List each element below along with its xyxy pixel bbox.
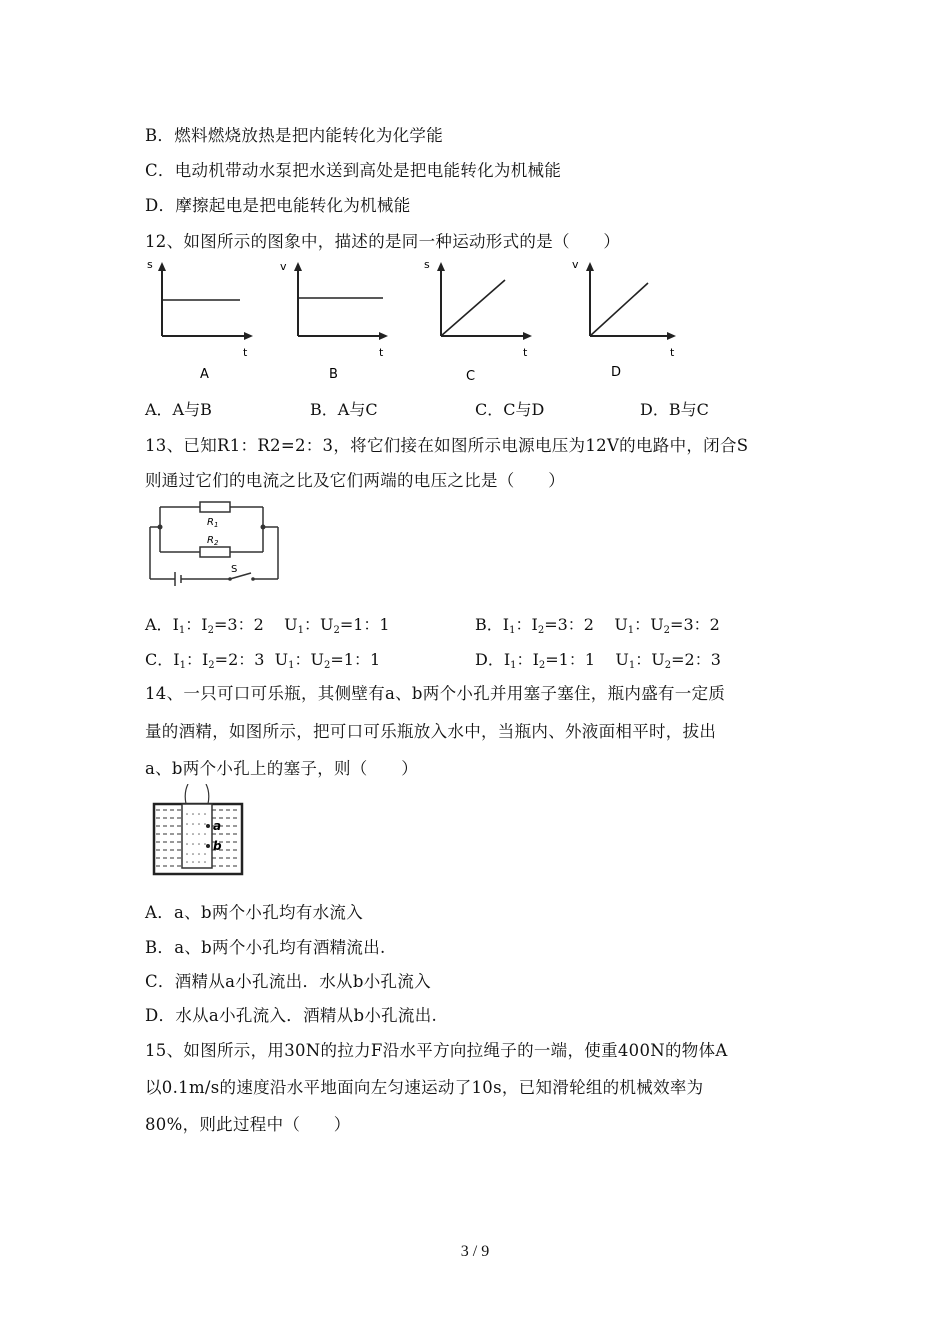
hole-a-label: a	[213, 819, 222, 833]
q14-option-b: B．a、b两个小孔均有酒精流出.	[145, 938, 386, 957]
graph-b-ylabel: v	[280, 260, 287, 273]
q12-stem: 12、如图所示的图象中，描述的是同一种运动形式的是（ ）	[145, 232, 621, 251]
q13-option-d: D．$I_1$：$I_2=1$：1 $U_1$：$U_2=2$：3	[475, 650, 721, 671]
q13-stem-line2: 则通过它们的电流之比及它们两端的电压之比是（ ）	[145, 471, 565, 490]
q13-option-b: B．$I_1$：$I_2=3$：2 $U_1$：$U_2=3$：2	[475, 615, 720, 636]
r2-label: $R_2$	[207, 535, 219, 547]
graph-a-ylabel: s	[147, 258, 153, 271]
graph-d-caption: D	[611, 365, 622, 380]
q14-option-a: A．a、b两个小孔均有水流入	[145, 903, 364, 922]
q14-option-d: D．水从a小孔流入．酒精从b小孔流出.	[145, 1006, 438, 1025]
graph-a-caption: A	[200, 367, 209, 382]
graph-d	[572, 258, 676, 380]
graph-d-curve	[590, 283, 648, 336]
q14-stem-line1: 14、一只可口可乐瓶，其侧壁有a、b两个小孔并用塞子塞住，瓶内盛有一定质	[145, 684, 726, 703]
q14-bottle-figure	[150, 784, 250, 883]
q15-stem-line3: 80%，则此过程中（ ）	[145, 1115, 351, 1134]
graph-c-curve	[441, 280, 505, 336]
graph-b-caption: B	[329, 367, 338, 382]
q11-option-d: D．摩擦起电是把电能转化为机械能	[145, 196, 411, 215]
graph-d-ylabel: v	[572, 258, 579, 271]
hole-b-label: b	[213, 839, 222, 853]
graph-a	[147, 258, 253, 382]
q13-stem-line1: 13、已知R1：R2=2：3，将它们接在如图所示电源电压为12V的电路中，闭合S	[145, 436, 749, 455]
q13-option-c: C．$I_1$：$I_2=2$：3 $U_1$：$U_2=1$：1	[145, 650, 381, 671]
q15-stem-line1: 15、如图所示，用30N的拉力F沿水平方向拉绳子的一端，使重400N的物体A	[145, 1041, 728, 1060]
page-number: 3 / 9	[460, 1243, 490, 1260]
graph-d-xlabel: t	[670, 346, 675, 359]
q11-option-b: B．燃料燃烧放热是把内能转化为化学能	[145, 126, 444, 145]
graph-b	[280, 260, 388, 382]
q14-stem-line3: a、b两个小孔上的塞子，则（ ）	[145, 759, 418, 778]
q13-circuit-diagram	[145, 497, 285, 593]
q15-stem-line2: 以0.1m/s的速度沿水平地面向左匀速运动了10s，已知滑轮组的机械效率为	[145, 1078, 704, 1097]
graph-b-xlabel: t	[379, 346, 384, 359]
q11-option-c: C．电动机带动水泵把水送到高处是把电能转化为机械能	[145, 161, 562, 180]
r1-label: $R_1$	[207, 517, 219, 529]
q14-option-c: C．酒精从a小孔流出．水从b小孔流入	[145, 972, 431, 991]
q12-option-a: A．A与B	[145, 400, 212, 419]
q12-graph-figure	[145, 252, 685, 391]
q12-option-d: D．B与C	[640, 400, 709, 419]
q13-option-a: A．$I_1$：$I_2=3$：2 $U_1$：$U_2=1$：1	[145, 615, 390, 636]
graph-c-xlabel: t	[523, 346, 528, 359]
graph-c-ylabel: s	[424, 258, 430, 271]
switch-label: S	[231, 564, 238, 575]
graph-c-caption: C	[466, 369, 476, 384]
graph-a-xlabel: t	[243, 346, 248, 359]
q12-option-c: C．C与D	[475, 400, 545, 419]
q12-option-b: B．A与C	[310, 400, 378, 419]
q14-stem-line2: 量的酒精，如图所示，把可口可乐瓶放入水中，当瓶内、外液面相平时，拔出	[145, 722, 717, 741]
graph-c	[424, 258, 532, 384]
